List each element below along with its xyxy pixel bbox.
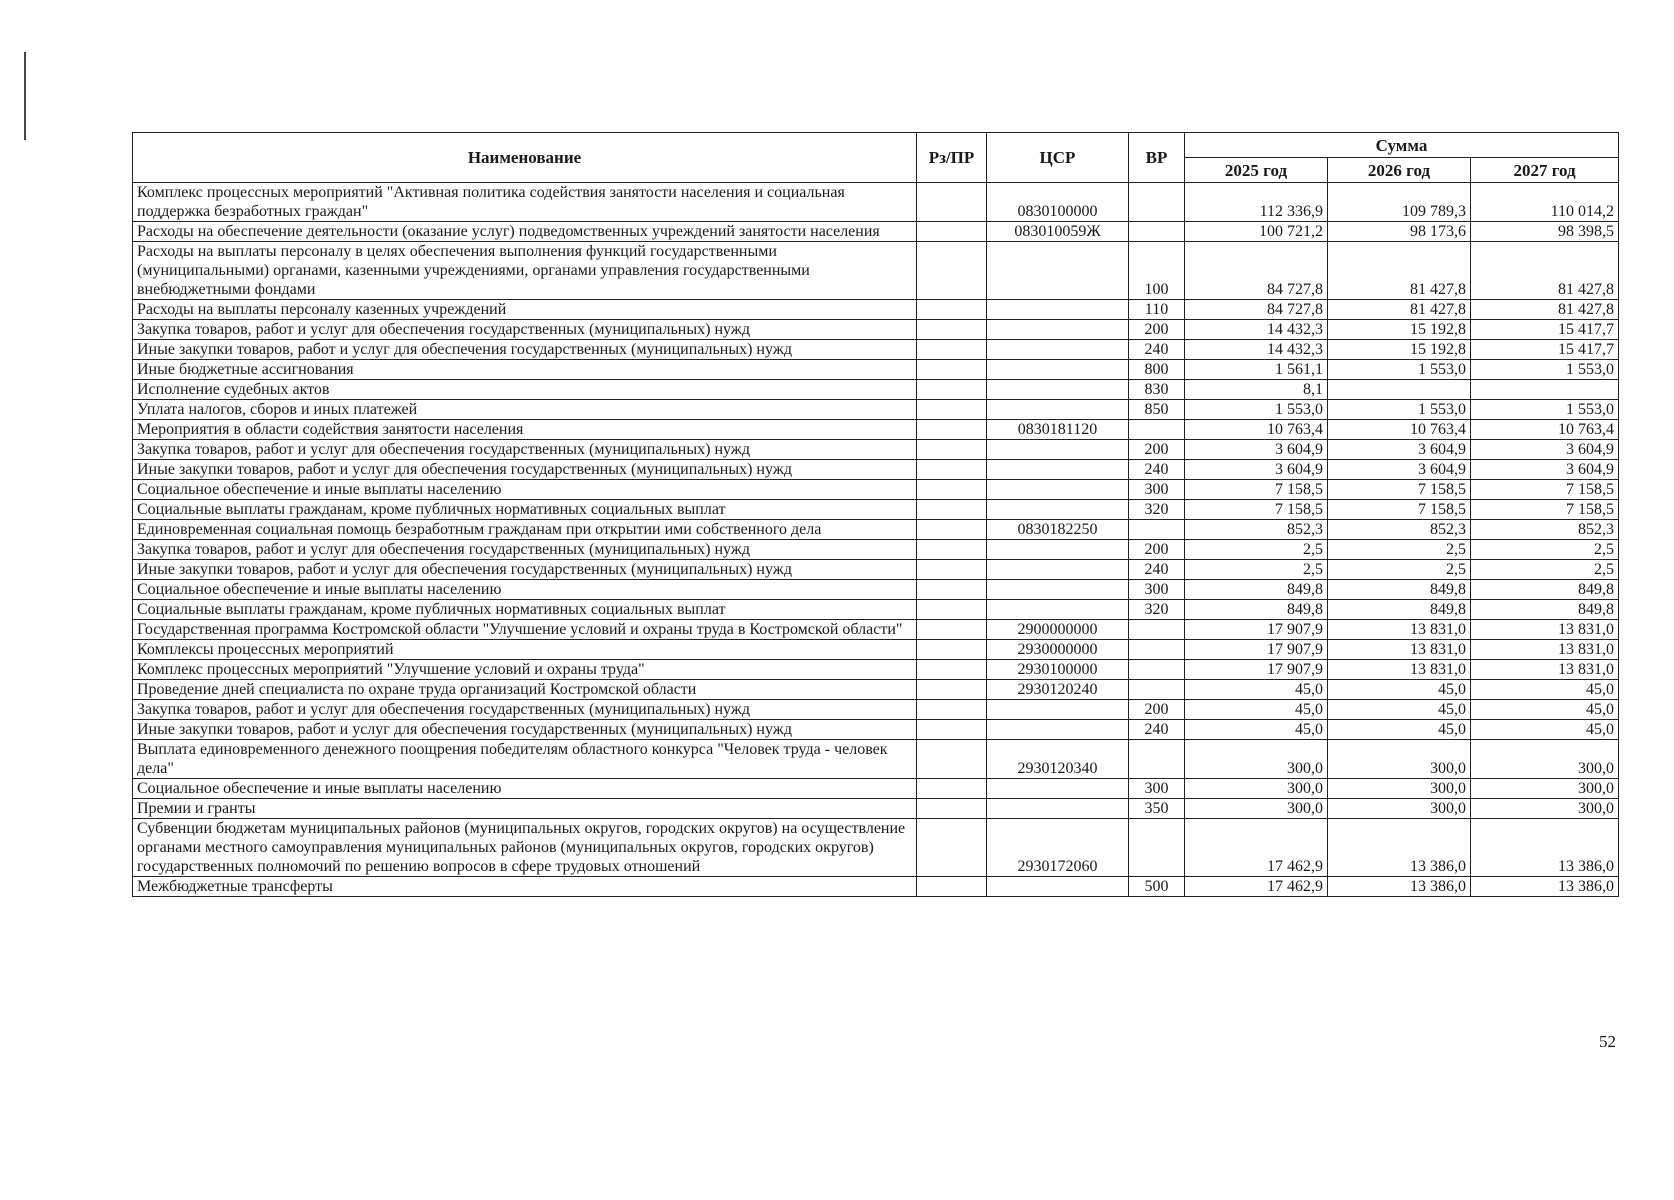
- row-vr: 240: [1129, 720, 1185, 740]
- row-rzpr: [917, 183, 987, 222]
- row-rzpr: [917, 680, 987, 700]
- row-sum-2027: 7 158,5: [1471, 480, 1619, 500]
- row-vr: 240: [1129, 560, 1185, 580]
- row-sum-2026: 45,0: [1328, 680, 1471, 700]
- row-csr: 2930120340: [987, 740, 1129, 779]
- row-rzpr: [917, 420, 987, 440]
- row-csr: [987, 460, 1129, 480]
- row-sum-2026: 3 604,9: [1328, 440, 1471, 460]
- row-csr: 2930000000: [987, 640, 1129, 660]
- table-row: [133, 540, 1619, 560]
- row-csr: [987, 779, 1129, 799]
- row-csr: [987, 720, 1129, 740]
- row-sum-2025: 849,8: [1185, 600, 1328, 620]
- row-sum-2025: 2,5: [1185, 560, 1328, 580]
- row-vr: 320: [1129, 600, 1185, 620]
- row-sum-2027: 2,5: [1471, 540, 1619, 560]
- row-name: Социальное обеспечение и иные выплаты населению: [133, 779, 917, 799]
- row-sum-2027: 15 417,7: [1471, 340, 1619, 360]
- row-sum-2025: 17 907,9: [1185, 660, 1328, 680]
- row-sum-2026: 15 192,8: [1328, 340, 1471, 360]
- table-row: [133, 400, 1619, 420]
- row-vr: 110: [1129, 300, 1185, 320]
- row-sum-2025: 3 604,9: [1185, 440, 1328, 460]
- row-vr: 300: [1129, 779, 1185, 799]
- row-rzpr: [917, 640, 987, 660]
- row-name: Закупка товаров, работ и услуг для обеспечения государственных (муниципальных) нужд: [133, 320, 917, 340]
- row-sum-2025: 300,0: [1185, 799, 1328, 819]
- row-sum-2025: 14 432,3: [1185, 340, 1328, 360]
- row-sum-2026: 109 789,3: [1328, 183, 1471, 222]
- row-sum-2027: 13 831,0: [1471, 620, 1619, 640]
- row-name: Иные бюджетные ассигнования: [133, 360, 917, 380]
- row-name: Расходы на обеспечение деятельности (оказание услуг) подведомственных учреждений занятости населения: [133, 222, 917, 242]
- row-vr: 800: [1129, 360, 1185, 380]
- row-sum-2025: 2,5: [1185, 540, 1328, 560]
- row-sum-2025: 1 553,0: [1185, 400, 1328, 420]
- row-rzpr: [917, 799, 987, 819]
- header-csr: ЦСР: [987, 133, 1129, 183]
- row-csr: [987, 580, 1129, 600]
- row-sum-2025: 7 158,5: [1185, 480, 1328, 500]
- row-sum-2025: 100 721,2: [1185, 222, 1328, 242]
- row-csr: [987, 400, 1129, 420]
- table-row: [133, 560, 1619, 580]
- row-sum-2027: 1 553,0: [1471, 400, 1619, 420]
- row-csr: [987, 320, 1129, 340]
- row-csr: 0830182250: [987, 520, 1129, 540]
- row-sum-2026: 98 173,6: [1328, 222, 1471, 242]
- row-sum-2026: 13 386,0: [1328, 819, 1471, 877]
- row-sum-2026: 15 192,8: [1328, 320, 1471, 340]
- table-row: [133, 740, 1619, 779]
- row-sum-2025: 17 462,9: [1185, 877, 1328, 897]
- header-sum: Сумма: [1185, 133, 1619, 158]
- row-vr: [1129, 520, 1185, 540]
- row-sum-2026: 300,0: [1328, 740, 1471, 779]
- row-vr: [1129, 640, 1185, 660]
- page-number: 52: [1599, 1032, 1616, 1051]
- row-sum-2026: 45,0: [1328, 720, 1471, 740]
- row-name: Исполнение судебных актов: [133, 380, 917, 400]
- row-sum-2026: 13 831,0: [1328, 620, 1471, 640]
- row-vr: 830: [1129, 380, 1185, 400]
- row-sum-2026: 2,5: [1328, 540, 1471, 560]
- row-name: Закупка товаров, работ и услуг для обеспечения государственных (муниципальных) нужд: [133, 540, 917, 560]
- row-sum-2026: [1328, 380, 1471, 400]
- row-sum-2027: 852,3: [1471, 520, 1619, 540]
- table-row: [133, 440, 1619, 460]
- row-name: Иные закупки товаров, работ и услуг для обеспечения государственных (муниципальных) нужд: [133, 720, 917, 740]
- row-rzpr: [917, 222, 987, 242]
- row-rzpr: [917, 819, 987, 877]
- row-rzpr: [917, 242, 987, 300]
- row-rzpr: [917, 540, 987, 560]
- row-name: Иные закупки товаров, работ и услуг для обеспечения государственных (муниципальных) нужд: [133, 560, 917, 580]
- row-name: Социальные выплаты гражданам, кроме публичных нормативных социальных выплат: [133, 500, 917, 520]
- row-rzpr: [917, 520, 987, 540]
- row-sum-2025: 1 561,1: [1185, 360, 1328, 380]
- row-name: Проведение дней специалиста по охране труда организаций Костромской области: [133, 680, 917, 700]
- row-csr: [987, 799, 1129, 819]
- row-sum-2025: 3 604,9: [1185, 460, 1328, 480]
- row-sum-2027: 300,0: [1471, 799, 1619, 819]
- row-vr: [1129, 660, 1185, 680]
- row-sum-2026: 849,8: [1328, 600, 1471, 620]
- table-body: [133, 183, 1619, 897]
- row-sum-2025: 17 907,9: [1185, 640, 1328, 660]
- row-sum-2025: 14 432,3: [1185, 320, 1328, 340]
- row-rzpr: [917, 320, 987, 340]
- row-name: Расходы на выплаты персоналу казенных учреждений: [133, 300, 917, 320]
- row-vr: [1129, 740, 1185, 779]
- row-name: Закупка товаров, работ и услуг для обеспечения государственных (муниципальных) нужд: [133, 440, 917, 460]
- table-row: [133, 242, 1619, 300]
- row-rzpr: [917, 440, 987, 460]
- row-sum-2027: 300,0: [1471, 740, 1619, 779]
- row-sum-2027: 81 427,8: [1471, 242, 1619, 300]
- table-row: [133, 360, 1619, 380]
- row-rzpr: [917, 600, 987, 620]
- table-row: [133, 183, 1619, 222]
- row-csr: 083010059Ж: [987, 222, 1129, 242]
- header-year-2027: 2027 год: [1471, 158, 1619, 183]
- row-sum-2026: 300,0: [1328, 799, 1471, 819]
- row-sum-2025: 17 462,9: [1185, 819, 1328, 877]
- row-name: Социальное обеспечение и иные выплаты населению: [133, 580, 917, 600]
- row-rzpr: [917, 620, 987, 640]
- row-sum-2027: 81 427,8: [1471, 300, 1619, 320]
- row-name: Премии и гранты: [133, 799, 917, 819]
- header-vr: ВР: [1129, 133, 1185, 183]
- row-sum-2025: 45,0: [1185, 680, 1328, 700]
- row-vr: 300: [1129, 480, 1185, 500]
- table-row: [133, 380, 1619, 400]
- row-name: Социальное обеспечение и иные выплаты населению: [133, 480, 917, 500]
- row-vr: [1129, 819, 1185, 877]
- row-sum-2025: 112 336,9: [1185, 183, 1328, 222]
- row-rzpr: [917, 720, 987, 740]
- row-name: Социальные выплаты гражданам, кроме публичных нормативных социальных выплат: [133, 600, 917, 620]
- row-rzpr: [917, 340, 987, 360]
- row-sum-2027: 45,0: [1471, 700, 1619, 720]
- row-rzpr: [917, 400, 987, 420]
- table-row: [133, 620, 1619, 640]
- row-name: Уплата налогов, сборов и иных платежей: [133, 400, 917, 420]
- row-rzpr: [917, 580, 987, 600]
- row-rzpr: [917, 560, 987, 580]
- table-row: [133, 222, 1619, 242]
- table-row: [133, 520, 1619, 540]
- row-csr: [987, 560, 1129, 580]
- row-sum-2026: 3 604,9: [1328, 460, 1471, 480]
- row-sum-2027: 3 604,9: [1471, 460, 1619, 480]
- row-rzpr: [917, 460, 987, 480]
- row-sum-2027: 849,8: [1471, 600, 1619, 620]
- row-sum-2026: 300,0: [1328, 779, 1471, 799]
- row-csr: [987, 480, 1129, 500]
- row-sum-2027: 3 604,9: [1471, 440, 1619, 460]
- row-sum-2027: 45,0: [1471, 720, 1619, 740]
- row-sum-2026: 13 831,0: [1328, 640, 1471, 660]
- row-sum-2026: 7 158,5: [1328, 500, 1471, 520]
- table-row: [133, 300, 1619, 320]
- row-sum-2027: 13 386,0: [1471, 819, 1619, 877]
- row-sum-2027: 300,0: [1471, 779, 1619, 799]
- row-sum-2025: 84 727,8: [1185, 300, 1328, 320]
- row-csr: [987, 540, 1129, 560]
- row-sum-2027: 45,0: [1471, 680, 1619, 700]
- row-sum-2027: 110 014,2: [1471, 183, 1619, 222]
- table-row: [133, 877, 1619, 897]
- row-vr: 320: [1129, 500, 1185, 520]
- row-vr: [1129, 420, 1185, 440]
- table-row: [133, 779, 1619, 799]
- row-name: Комплексы процессных мероприятий: [133, 640, 917, 660]
- row-sum-2025: 17 907,9: [1185, 620, 1328, 640]
- row-name: Комплекс процессных мероприятий "Улучшение условий и охраны труда": [133, 660, 917, 680]
- row-sum-2026: 1 553,0: [1328, 360, 1471, 380]
- row-sum-2025: 300,0: [1185, 779, 1328, 799]
- row-vr: 240: [1129, 340, 1185, 360]
- row-name: Мероприятия в области содействия занятости населения: [133, 420, 917, 440]
- row-vr: [1129, 183, 1185, 222]
- row-name: Комплекс процессных мероприятий "Активная политика содействия занятости населения и социальная поддержка безработных граждан": [133, 183, 917, 222]
- row-rzpr: [917, 480, 987, 500]
- row-sum-2026: 13 831,0: [1328, 660, 1471, 680]
- row-sum-2025: 7 158,5: [1185, 500, 1328, 520]
- row-vr: [1129, 680, 1185, 700]
- row-sum-2025: 8,1: [1185, 380, 1328, 400]
- row-sum-2027: 10 763,4: [1471, 420, 1619, 440]
- row-sum-2026: 849,8: [1328, 580, 1471, 600]
- row-name: Государственная программа Костромской области "Улучшение условий и охраны труда в Костромской области": [133, 620, 917, 640]
- row-rzpr: [917, 877, 987, 897]
- row-rzpr: [917, 740, 987, 779]
- header-name: Наименование: [133, 133, 917, 183]
- row-sum-2026: 45,0: [1328, 700, 1471, 720]
- row-csr: 2930120240: [987, 680, 1129, 700]
- row-vr: 100: [1129, 242, 1185, 300]
- row-csr: [987, 440, 1129, 460]
- row-sum-2026: 1 553,0: [1328, 400, 1471, 420]
- row-name: Иные закупки товаров, работ и услуг для обеспечения государственных (муниципальных) нужд: [133, 340, 917, 360]
- row-csr: 0830100000: [987, 183, 1129, 222]
- row-vr: 350: [1129, 799, 1185, 819]
- row-csr: [987, 380, 1129, 400]
- row-vr: 850: [1129, 400, 1185, 420]
- header-year-2026: 2026 год: [1328, 158, 1471, 183]
- row-csr: 2930172060: [987, 819, 1129, 877]
- row-csr: 0830181120: [987, 420, 1129, 440]
- row-sum-2025: 84 727,8: [1185, 242, 1328, 300]
- budget-table: [132, 132, 1619, 897]
- table-row: [133, 680, 1619, 700]
- row-sum-2027: 13 831,0: [1471, 660, 1619, 680]
- row-sum-2027: [1471, 380, 1619, 400]
- row-sum-2026: 81 427,8: [1328, 242, 1471, 300]
- row-sum-2025: 45,0: [1185, 700, 1328, 720]
- row-sum-2026: 10 763,4: [1328, 420, 1471, 440]
- row-csr: 2900000000: [987, 620, 1129, 640]
- table-row: [133, 480, 1619, 500]
- row-rzpr: [917, 380, 987, 400]
- table-row: [133, 320, 1619, 340]
- table-row: [133, 819, 1619, 877]
- row-name: Межбюджетные трансферты: [133, 877, 917, 897]
- row-sum-2027: 7 158,5: [1471, 500, 1619, 520]
- table-row: [133, 640, 1619, 660]
- row-vr: 200: [1129, 700, 1185, 720]
- row-sum-2026: 13 386,0: [1328, 877, 1471, 897]
- row-sum-2026: 852,3: [1328, 520, 1471, 540]
- header-year-2025: 2025 год: [1185, 158, 1328, 183]
- table-row: [133, 460, 1619, 480]
- row-name: Субвенции бюджетам муниципальных районов (муниципальных округов, городских округов) на осуществление органами местного самоуправления муниципальных районов (муниципальных округов, городских округов) государственных полномочий по решению вопросов в сфере трудовых отношений: [133, 819, 917, 877]
- row-vr: 240: [1129, 460, 1185, 480]
- row-csr: [987, 700, 1129, 720]
- table-row: [133, 600, 1619, 620]
- row-rzpr: [917, 360, 987, 380]
- row-rzpr: [917, 779, 987, 799]
- header-rzpr: Рз/ПР: [917, 133, 987, 183]
- row-vr: [1129, 222, 1185, 242]
- table-row: [133, 660, 1619, 680]
- margin-mark: [24, 52, 26, 140]
- row-sum-2026: 7 158,5: [1328, 480, 1471, 500]
- row-sum-2025: 10 763,4: [1185, 420, 1328, 440]
- row-sum-2025: 849,8: [1185, 580, 1328, 600]
- row-csr: [987, 877, 1129, 897]
- row-sum-2025: 45,0: [1185, 720, 1328, 740]
- row-csr: [987, 340, 1129, 360]
- table-row: [133, 580, 1619, 600]
- row-csr: [987, 300, 1129, 320]
- row-sum-2027: 13 386,0: [1471, 877, 1619, 897]
- row-name: Расходы на выплаты персоналу в целях обеспечения выполнения функций государственными (муниципальными) органами, казенными учреждениями, органами управления государственными внебюджетными фондами: [133, 242, 917, 300]
- row-sum-2027: 13 831,0: [1471, 640, 1619, 660]
- row-vr: 500: [1129, 877, 1185, 897]
- row-vr: 200: [1129, 440, 1185, 460]
- table-row: [133, 420, 1619, 440]
- row-csr: 2930100000: [987, 660, 1129, 680]
- row-rzpr: [917, 500, 987, 520]
- row-sum-2026: 2,5: [1328, 560, 1471, 580]
- table-row: [133, 340, 1619, 360]
- table-row: [133, 720, 1619, 740]
- row-name: Иные закупки товаров, работ и услуг для обеспечения государственных (муниципальных) нужд: [133, 460, 917, 480]
- row-vr: 300: [1129, 580, 1185, 600]
- row-name: Закупка товаров, работ и услуг для обеспечения государственных (муниципальных) нужд: [133, 700, 917, 720]
- row-rzpr: [917, 700, 987, 720]
- row-rzpr: [917, 660, 987, 680]
- row-rzpr: [917, 300, 987, 320]
- table-row: [133, 700, 1619, 720]
- row-vr: 200: [1129, 540, 1185, 560]
- row-sum-2025: 852,3: [1185, 520, 1328, 540]
- row-sum-2027: 1 553,0: [1471, 360, 1619, 380]
- row-sum-2027: 849,8: [1471, 580, 1619, 600]
- row-sum-2026: 81 427,8: [1328, 300, 1471, 320]
- row-vr: [1129, 620, 1185, 640]
- row-csr: [987, 242, 1129, 300]
- row-sum-2025: 300,0: [1185, 740, 1328, 779]
- row-name: Выплата единовременного денежного поощрения победителям областного конкурса "Человек труда - человек дела": [133, 740, 917, 779]
- row-csr: [987, 360, 1129, 380]
- row-csr: [987, 600, 1129, 620]
- row-name: Единовременная социальная помощь безработным гражданам при открытии ими собственного дела: [133, 520, 917, 540]
- table-row: [133, 799, 1619, 819]
- row-sum-2027: 2,5: [1471, 560, 1619, 580]
- row-csr: [987, 500, 1129, 520]
- row-sum-2027: 15 417,7: [1471, 320, 1619, 340]
- row-vr: 200: [1129, 320, 1185, 340]
- table-row: [133, 500, 1619, 520]
- row-sum-2027: 98 398,5: [1471, 222, 1619, 242]
